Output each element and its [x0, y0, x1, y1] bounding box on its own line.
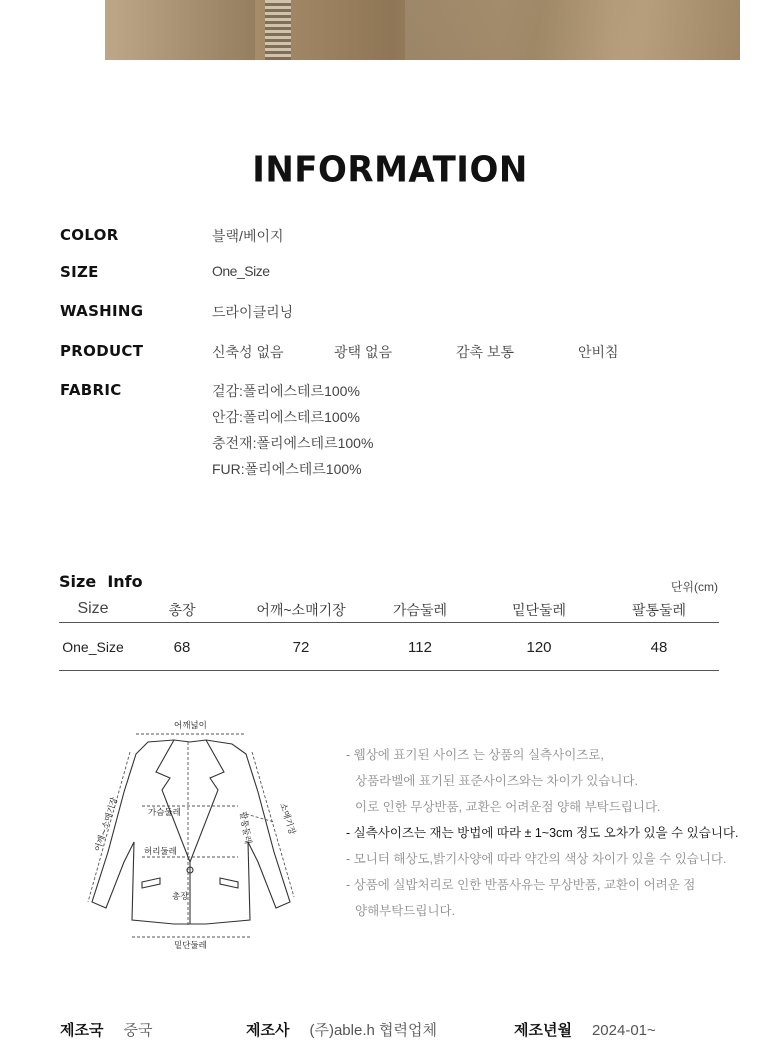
zipper-detail — [265, 0, 291, 60]
product-photo-crop — [105, 0, 740, 60]
header-cell: 총장 — [168, 602, 196, 618]
size-cell: One_Size — [62, 639, 124, 655]
diagram-label: 어깨넓이 — [174, 721, 207, 731]
footer-label: 제조년월 — [514, 1021, 572, 1039]
spec-value: One_Size — [212, 263, 270, 279]
size-table — [59, 596, 719, 671]
note-line: - 상품에 실밥처리로 인한 반품사유는 무상반품, 교환이 어려운 점 — [346, 878, 696, 892]
header-cell: 밑단둘레 — [511, 602, 567, 618]
spec-value: 블랙/베이지 — [212, 228, 284, 244]
spec-value-list — [212, 381, 373, 485]
footer-maker — [246, 1019, 437, 1040]
note-line-emphasis: - 실측사이즈는 재는 방법에 따라 ± 1~3cm 정도 오차가 있을 수 있습니다. — [346, 826, 739, 840]
note-line: 이로 인한 무상반품, 교환은 어려운점 양해 부탁드립니다. — [355, 800, 661, 814]
footer-value: 2024-01~ — [591, 1022, 656, 1039]
diagram-label: 어깨~소매기장 — [93, 796, 121, 853]
note-line: - 웹상에 표기된 사이즈 는 상품의 실측사이즈로, — [346, 748, 604, 762]
note-line: 양해부탁드립니다. — [355, 904, 456, 918]
jacket-pocket — [220, 878, 238, 888]
spec-label: SIZE — [60, 263, 99, 281]
size-cell: 120 — [526, 639, 552, 656]
diagram-label: 팔통둘레 — [237, 810, 253, 845]
header-cell: 팔통둘레 — [631, 602, 687, 618]
spec-label: PRODUCT — [60, 342, 144, 360]
product-attr: 감촉 보통 — [456, 344, 514, 360]
header-cell: 어깨~소매기장 — [256, 602, 346, 618]
size-cell: 48 — [650, 639, 668, 656]
header-cell: Size — [77, 600, 109, 617]
jacket-lapel — [156, 740, 224, 862]
fabric-line: 겉감:폴리에스테르100% — [212, 383, 360, 399]
diagram-label: 총장 — [172, 892, 189, 902]
spec-label: FABRIC — [60, 381, 122, 399]
unit-label: 단위(cm) — [670, 580, 718, 594]
spec-value: 드라이클리닝 — [212, 304, 294, 320]
footer-date — [514, 1019, 656, 1040]
jacket-measurement-diagram — [78, 712, 310, 957]
size-cell: 112 — [408, 639, 432, 656]
diagram-label: 소매기장 — [277, 801, 297, 837]
diagram-label: 허리둘레 — [144, 847, 177, 857]
note-line: - 모니터 해상도,밝기사양에 따라 약간의 색상 차이가 있을 수 있습니다. — [346, 852, 727, 866]
jacket-outline — [92, 740, 290, 924]
product-attr: 신축성 없음 — [212, 344, 284, 360]
footer-label: 제조국 — [60, 1021, 104, 1039]
size-cell: 68 — [173, 639, 191, 656]
size-info-title: Size Info — [59, 572, 143, 591]
fabric-line: FUR:폴리에스테르100% — [212, 461, 362, 477]
fabric-line: 안감:폴리에스테르100% — [212, 409, 360, 425]
size-cell: 72 — [292, 639, 310, 656]
footer-value: (주)able.h 협력업체 — [309, 1022, 437, 1039]
fabric-line: 충전재:폴리에스테르100% — [212, 435, 374, 451]
spec-label: WASHING — [60, 302, 144, 320]
spec-label: COLOR — [60, 226, 119, 244]
diagram-label: 가슴둘레 — [148, 808, 181, 818]
information-title: INFORMATION — [252, 149, 528, 191]
size-notes — [346, 744, 746, 926]
header-cell: 가슴둘레 — [392, 602, 448, 618]
note-line: 상품라벨에 표기된 표준사이즈와는 차이가 있습니다. — [355, 774, 639, 788]
product-attr: 안비침 — [578, 344, 619, 360]
size-table-header — [59, 596, 719, 623]
footer-country — [60, 1019, 152, 1040]
footer-value: 중국 — [123, 1022, 153, 1039]
jacket-pocket — [142, 878, 160, 888]
diagram-label: 밑단둘레 — [174, 941, 207, 951]
product-attr: 광택 없음 — [334, 344, 392, 360]
footer-label: 제조사 — [246, 1021, 290, 1039]
size-table-row — [59, 623, 719, 671]
